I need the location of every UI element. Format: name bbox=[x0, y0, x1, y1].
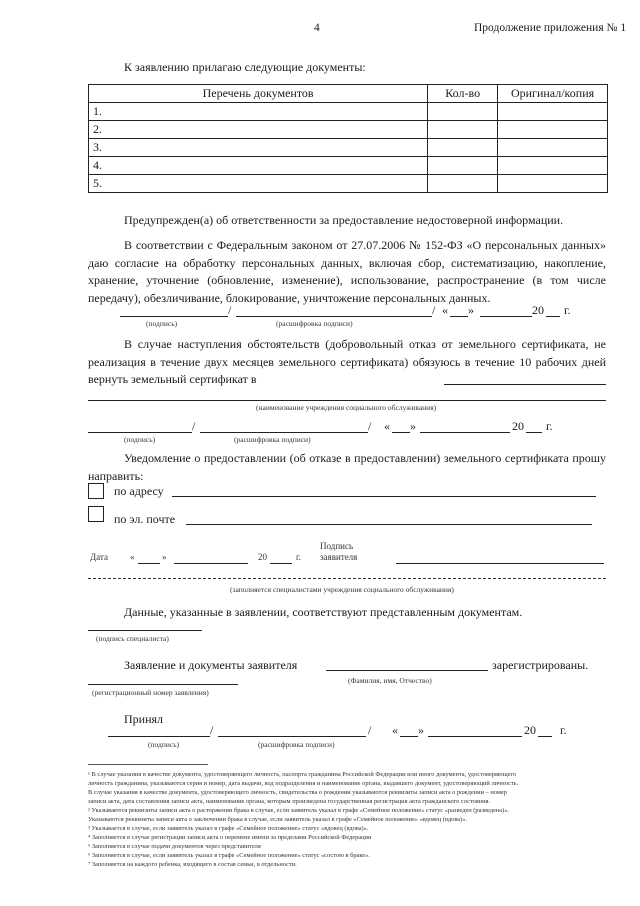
registration-number-field[interactable] bbox=[88, 684, 238, 685]
quote-close: » bbox=[468, 303, 474, 317]
day-field[interactable] bbox=[450, 316, 468, 317]
applicant-signature-field[interactable] bbox=[396, 563, 604, 564]
signature-decode-line[interactable] bbox=[200, 432, 368, 433]
decode-caption: (расшифровка подписи) bbox=[234, 435, 311, 444]
email-field[interactable] bbox=[186, 524, 592, 525]
institution-field-continuation[interactable] bbox=[88, 400, 606, 401]
signature-caption: (подпись) bbox=[146, 319, 178, 328]
signature-decode-line[interactable] bbox=[218, 736, 366, 737]
signature-decode-line[interactable] bbox=[236, 316, 432, 317]
consent-paragraph: В соответствии с Федеральным законом от 27.07.2006 № 152-ФЗ «О персональных данных» даю согласие на обработку персональных данных, включая сбор, систематизацию, накопление, хранение, уточнение (обновление, изменение), использование, распространение (в том числе передачу), обезличивание, блокирование, уничтожение персональных данных. bbox=[88, 238, 606, 305]
table-row[interactable] bbox=[89, 139, 608, 157]
year-prefix: 20 bbox=[512, 419, 524, 433]
year-field[interactable] bbox=[546, 316, 560, 317]
month-field[interactable] bbox=[428, 736, 522, 737]
row-number[interactable]: 1. bbox=[89, 103, 428, 121]
footnote-line: ² Указываются реквизиты записи акта о расторжении брака в случае, если заявитель указал в графе «Семейное положение» статус «разведен (разведена)». bbox=[88, 807, 509, 814]
footnote-line: ¹ В случае указания в качестве документа, удостоверяющего личность, паспорта гражданина Российской Федерации или иного документа, удостоверяющего bbox=[88, 771, 517, 778]
quantity-cell[interactable] bbox=[428, 175, 498, 193]
quantity-cell[interactable] bbox=[428, 139, 498, 157]
quote-open: « bbox=[384, 419, 390, 433]
date-label: Дата bbox=[90, 552, 108, 562]
original-copy-cell[interactable] bbox=[498, 103, 608, 121]
footnote-line: записи акта, дата составления записи акта, наименование органа, которым произведена государственная регистрация акта гражданского состояния. bbox=[88, 798, 491, 805]
year-suffix: г. bbox=[560, 723, 567, 737]
row-number[interactable]: 2. bbox=[89, 121, 428, 139]
footnote-line: ⁶ Заполняется в случае, если заявитель указал в графе «Семейное положение» статус «состою в браке». bbox=[88, 852, 370, 859]
quote-open: « bbox=[392, 723, 398, 737]
address-field[interactable] bbox=[172, 496, 596, 497]
original-copy-cell[interactable] bbox=[498, 175, 608, 193]
specialist-signature-field[interactable] bbox=[88, 630, 202, 631]
signature-caption: (подпись) bbox=[148, 740, 180, 749]
fio-caption: (Фамилия, имя, Отчество) bbox=[348, 676, 432, 685]
refusal-paragraph bbox=[88, 336, 606, 389]
footnote-line: В случае указания в качестве документа, удостоверяющего личность, свидетельства о рождении указываются реквизиты записи акта о рождении – номер bbox=[88, 789, 507, 796]
responsibility-warning: Предупрежден(а) об ответственности за предоставление недостоверной информации. bbox=[124, 213, 564, 227]
signature-line[interactable] bbox=[120, 316, 228, 317]
attachments-intro: К заявлению прилагаю следующие документы: bbox=[124, 60, 366, 74]
year-field[interactable] bbox=[270, 563, 292, 564]
slash: / bbox=[210, 723, 214, 737]
quote-open: « bbox=[442, 303, 448, 317]
year-suffix: г. bbox=[564, 303, 571, 317]
day-field[interactable] bbox=[400, 736, 418, 737]
slash: / bbox=[368, 419, 372, 433]
column-header: Кол-во bbox=[428, 85, 498, 103]
year-suffix: г. bbox=[546, 419, 553, 433]
signature-line[interactable] bbox=[88, 432, 192, 433]
column-header: Перечень документов bbox=[89, 85, 428, 103]
decode-caption: (расшифровка подписи) bbox=[276, 319, 353, 328]
specialist-section-caption: (заполняется специалистами учреждения социального обслуживания) bbox=[230, 585, 454, 594]
by-email-checkbox[interactable] bbox=[88, 506, 104, 522]
footnote-line: ³ Указывается в случае, если заявитель указал в графе «Семейное положение» статус «вдовец (вдова)». bbox=[88, 825, 369, 832]
year-prefix: 20 bbox=[258, 552, 267, 562]
column-header: Оригинал/копия bbox=[498, 85, 608, 103]
by-email-label: по эл. почте bbox=[114, 512, 176, 526]
row-number[interactable]: 4. bbox=[89, 157, 428, 175]
section-divider bbox=[88, 578, 606, 579]
quote-close: » bbox=[418, 723, 424, 737]
month-field[interactable] bbox=[420, 432, 510, 433]
quantity-cell[interactable] bbox=[428, 157, 498, 175]
documents-table bbox=[88, 84, 608, 193]
year-field[interactable] bbox=[538, 736, 552, 737]
applicant-fio-field[interactable] bbox=[326, 670, 488, 671]
registration-number-caption: (регистрационный номер заявления) bbox=[92, 688, 209, 697]
footnote-line: Указываются реквизиты записи акта о заключении брака в случае, если заявитель указал в графе «Семейное положение» «вдовец (вдова)». bbox=[88, 816, 468, 823]
table-header-row bbox=[89, 85, 608, 103]
quote-close: » bbox=[162, 552, 167, 562]
by-address-label: по адресу bbox=[114, 484, 164, 498]
page-number: 4 bbox=[314, 22, 320, 34]
registration-suffix: зарегистрированы. bbox=[492, 658, 589, 672]
slash: / bbox=[368, 723, 372, 737]
slash: / bbox=[192, 419, 196, 433]
signature-label: Подпись bbox=[320, 541, 354, 551]
quote-close: » bbox=[410, 419, 416, 433]
footnote-line: ⁵ Заполняется в случае подачи документов через представителя bbox=[88, 843, 261, 850]
row-number[interactable]: 3. bbox=[89, 139, 428, 157]
signature-line[interactable] bbox=[108, 736, 210, 737]
original-copy-cell[interactable] bbox=[498, 157, 608, 175]
year-prefix: 20 bbox=[524, 723, 536, 737]
institution-field[interactable] bbox=[444, 384, 606, 385]
footnote-separator bbox=[88, 764, 208, 765]
data-match-statement: Данные, указанные в заявлении, соответствуют представленным документам. bbox=[124, 605, 523, 619]
original-copy-cell[interactable] bbox=[498, 121, 608, 139]
slash: / bbox=[432, 303, 436, 317]
original-copy-cell[interactable] bbox=[498, 139, 608, 157]
continuation-label: Продолжение приложения № 1 bbox=[474, 22, 627, 34]
registration-prefix: Заявление и документы заявителя bbox=[124, 658, 298, 672]
table-row[interactable] bbox=[89, 175, 608, 193]
year-suffix: г. bbox=[296, 552, 301, 562]
notice-title: Уведомление о предоставлении (об отказе в предоставлении) земельного сертификата прошу направить: bbox=[88, 451, 606, 483]
institution-caption: (наименование учреждения социального обслуживания) bbox=[256, 403, 437, 412]
quantity-cell[interactable] bbox=[428, 103, 498, 121]
month-field[interactable] bbox=[480, 316, 532, 317]
footnote-line: ⁷ Заполняется на каждого ребенка, входящего в состав семьи, в отдельности. bbox=[88, 861, 297, 868]
decode-caption: (расшифровка подписи) bbox=[258, 740, 335, 749]
applicant-label: заявителя bbox=[320, 552, 358, 562]
month-field[interactable] bbox=[174, 563, 248, 564]
specialist-signature-caption: (подпись специалиста) bbox=[96, 634, 169, 643]
footnote-line: личность гражданина, указываются серия и номер, дата выдачи, код подразделения и наименование органа, выдавшего документ, удостоверяющий личность. bbox=[88, 780, 519, 787]
table-row[interactable] bbox=[89, 157, 608, 175]
footnotes bbox=[88, 770, 608, 869]
year-prefix: 20 bbox=[532, 303, 544, 317]
by-address-checkbox[interactable] bbox=[88, 483, 104, 499]
year-field[interactable] bbox=[526, 432, 542, 433]
signature-caption: (подпись) bbox=[124, 435, 156, 444]
row-number[interactable]: 5. bbox=[89, 175, 428, 193]
table-row[interactable] bbox=[89, 121, 608, 139]
accepted-label: Принял bbox=[124, 712, 164, 726]
quantity-cell[interactable] bbox=[428, 121, 498, 139]
day-field[interactable] bbox=[392, 432, 410, 433]
quote-open: « bbox=[130, 552, 135, 562]
table-row[interactable] bbox=[89, 103, 608, 121]
day-field[interactable] bbox=[138, 563, 160, 564]
refusal-text: В случае наступления обстоятельств (добровольный отказ от земельного сертификата, не реализация в течение двух месяцев земельного сертификата) обязуюсь в течение 10 рабочих дней вернуть земельный сертификат в bbox=[88, 337, 606, 386]
footnote-line: ⁴ Заполняется в случае регистрации записи акта о перемене имени за пределами Российской Федерации bbox=[88, 834, 372, 841]
slash: / bbox=[228, 303, 232, 317]
